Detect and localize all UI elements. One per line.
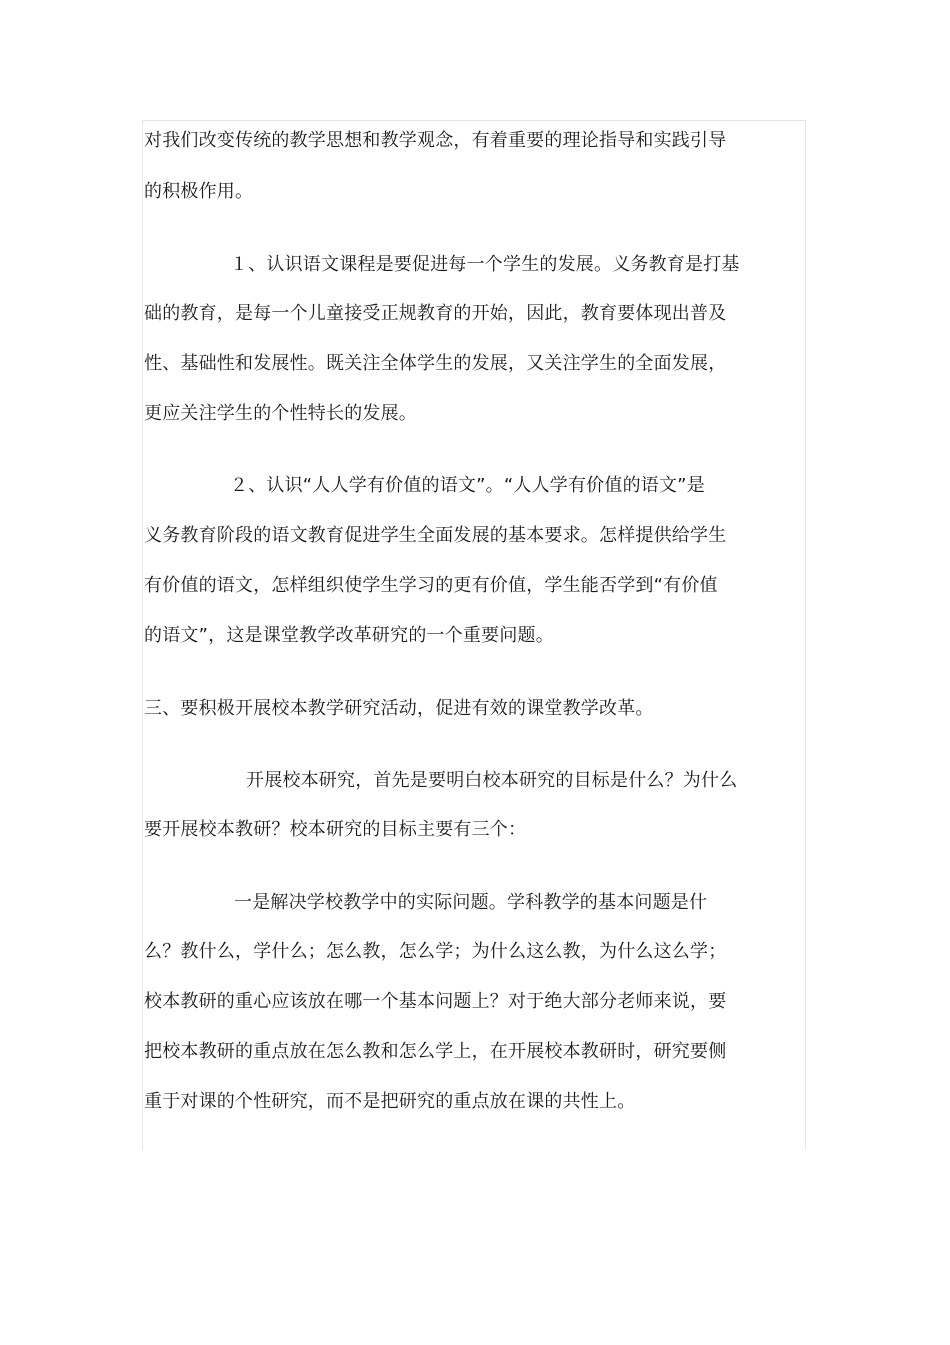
text-line: 的积极作用。 (144, 181, 254, 202)
text-line: 础的教育，是每一个儿童接受正规教育的开始，因此，教育要体现出普及 (144, 303, 727, 324)
text-line: １、认识语文课程是要促进每一个学生的发展。义务教育是打基 (230, 254, 740, 275)
text-line: 一是解决学校教学中的实际问题。学科教学的基本问题是什 (234, 892, 708, 913)
text-line: 要开展校本教研？校本研究的目标主要有三个： (144, 819, 527, 840)
text-line: 把校本教研的重点放在怎么教和怎么学上，在开展校本教研时，研究要侧 (144, 1041, 727, 1062)
text-line: 义务教育阶段的语文教育促进学生全面发展的基本要求。怎样提供给学生 (144, 525, 727, 546)
text-line: 重于对课的个性研究，而不是把研究的重点放在课的共性上。 (144, 1091, 636, 1112)
section-heading: 三、要积极开展校本教学研究活动，促进有效的课堂教学改革。 (144, 698, 654, 719)
text-line: 开展校本研究，首先是要明白校本研究的目标是什么？为什么 (246, 770, 738, 791)
text-line: 么？教什么，学什么；怎么教，怎么学；为什么这么教，为什么这么学； (144, 941, 727, 962)
text-line: ２、认识“人人学有价值的语文”。“人人学有价值的语文”是 (230, 475, 705, 496)
text-line: 校本教研的重心应该放在哪一个基本问题上？对于绝大部分老师来说，要 (144, 991, 727, 1012)
text-line: 对我们改变传统的教学思想和教学观念，有着重要的理论指导和实践引导 (144, 130, 727, 151)
text-line: 性、基础性和发展性。既关注全体学生的发展，又关注学生的全面发展， (144, 353, 727, 374)
text-line: 有价值的语文，怎样组织使学生学习的更有价值，学生能否学到“有价值 (144, 575, 718, 596)
text-line: 的语文”，这是课堂教学改革研究的一个重要问题。 (144, 625, 554, 646)
text-line: 更应关注学生的个性特长的发展。 (144, 403, 417, 424)
